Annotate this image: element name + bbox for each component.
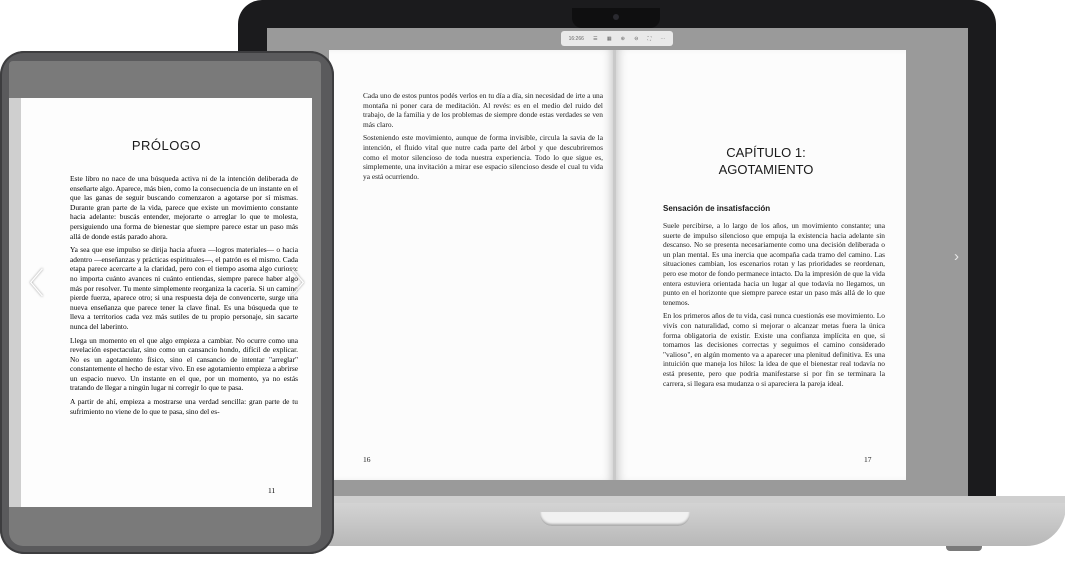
book-page-right <box>616 50 906 480</box>
camera-notch <box>572 8 660 28</box>
more-icon[interactable]: ⋯ <box>660 35 666 42</box>
chapter-name: AGOTAMIENTO <box>718 162 814 177</box>
chapter-title <box>716 144 816 178</box>
grid-icon[interactable]: ▦ <box>606 35 612 42</box>
laptop-base-edge <box>218 496 1065 503</box>
zoom-level[interactable]: 16:266 <box>568 35 584 42</box>
paragraph: Suele percibirse, a lo largo de los años, un movimiento constante; una suerte de impulso silencioso que empuja la existencia hacia adelante sin descanso. No se presenta necesariamente como una decisión deliberada o un plan mental. Es una inercia que acompaña cada tramo del camino. Las situaciones cambian, los escenarios rotan y las prioridades se reordenan, pero ese motor de fondo permanece intacto. Da la impresión de que la vida entera estuviera orientada hacia un lugar al que todavía no llegamos, un punto en el horizonte que siempre parece estar un paso más allá de lo que tenemos. <box>663 221 885 307</box>
chapter-number: CAPÍTULO 1: <box>726 145 806 160</box>
paragraph: Llega un momento en el que algo empieza a cambiar. No ocurre como una revelación espectacular, sino como un cansancio hondo, difícil de explicar. No es un agotamiento físico, sino el cansancio de intentar "arreglar" constantemente el hecho de estar vivo. En ese agotamiento empieza a abrirse un espacio nuevo. Un instante en el que, por un momento, ya no estás tratando de llegar a ningún lugar ni corregir lo que te pasa. <box>70 335 298 393</box>
paragraph: Ya sea que ese impulso se dirija hacia afuera —logros materiales— o hacia adentro —enseñanzas y prácticas espirituales—, el patrón es el mismo. Cada etapa parece acercarte a la claridad, pero con el tiempo asoma algo curioso: no importa cuánto avances ni cuánto entiendas, siempre parece haber algo más por resolver. Tu mente simplemente reorganiza la cacería. Si un camino pierde fuerza, aparece otro; si una respuesta deja de convencerte, surge una nueva enseñanza que parece tener la clave final. Es una búsqueda que te lleva a territorios cada vez más sutiles de tu propio personaje, sin sacarte nunca del laberinto. <box>70 245 298 331</box>
prologue-title: PRÓLOGO <box>131 138 202 153</box>
laptop-foot <box>946 546 982 551</box>
previous-page-arrow-icon[interactable]: 〈 <box>14 268 44 301</box>
page-number: 16 <box>363 455 371 464</box>
camera-icon <box>613 14 619 20</box>
tablet-book-page <box>21 98 312 507</box>
paragraph: Este libro no nace de una búsqueda activa ni de la intención deliberada de enseñarte algo. Aparece, más bien, como la consecuencia de un instante en el que las ganas de seguir buscando comenzaron a agotarse por sí mismas. Durante gran parte de la vida, parece que existe un movimiento constante hacia adelante: buscás entender, mejorarte o arreglar lo que te molesta, persiguiendo una forma de bienestar que siempre parece estar un paso más allá de donde estás parado ahora. <box>70 174 298 241</box>
zoom-out-icon[interactable]: ⊖ <box>634 35 639 42</box>
next-page-arrow-icon[interactable]: › <box>954 248 959 265</box>
section-heading: Sensación de insatisfacción <box>663 204 771 213</box>
page-number: 11 <box>268 486 276 495</box>
next-page-arrow-icon[interactable]: 〉 <box>290 268 320 301</box>
page-stack-edge <box>9 98 21 507</box>
paragraph: En los primeros años de tu vida, casi nunca cuestionás ese movimiento. Lo vivís con naturalidad, como si mejorar o alcanzar metas fuera la única forma obligatoria de existir. Existe una confianza implícita en que, si tomamos las decisiones correctas y seguimos el camino considerado "valioso", en algún momento va a aparecer una plenitud definitiva. Es una intuición que maneja los hilos: la idea de que el bienestar real todavía no está presente, pero que podría manifestarse si por fin se terminara la carrera, si llegara esa mudanza o si apareciera la pareja ideal. <box>663 311 885 388</box>
book-page-left <box>329 50 614 480</box>
paragraph: Cada uno de estos puntos podés verlos en tu día a día, sin necesidad de irte a una montaña ni poner cara de meditación. Al revés: es en el medio del ruido del trabajo, de la familia y de los problemas de siempre donde estas verdades se ven más claro. <box>363 91 603 129</box>
list-icon[interactable]: ☰ <box>593 35 598 42</box>
page-number: 17 <box>864 455 872 464</box>
paragraph: Sosteniendo este movimiento, aunque de forma invisible, circula la savia de la intención, el fluido vital que nutre cada parte del árbol y que descubriremos como el motor silencioso de toda nuestra experiencia. Todo lo que sigue es, simplemente, una invitación a mirar ese espacio silencioso desde el cual tu vida ya está ocurriendo. <box>363 133 603 181</box>
prologue-text <box>70 174 298 420</box>
reader-toolbar <box>561 31 673 46</box>
zoom-in-icon[interactable]: ⊕ <box>620 35 625 42</box>
paragraph: A partir de ahí, empieza a mostrarse una verdad sencilla: gran parte de tu sufrimiento no viene de lo que te pasa, sino del es- <box>70 397 298 416</box>
laptop-opening-notch <box>540 512 690 526</box>
fullscreen-icon[interactable]: ⛶ <box>647 35 652 42</box>
